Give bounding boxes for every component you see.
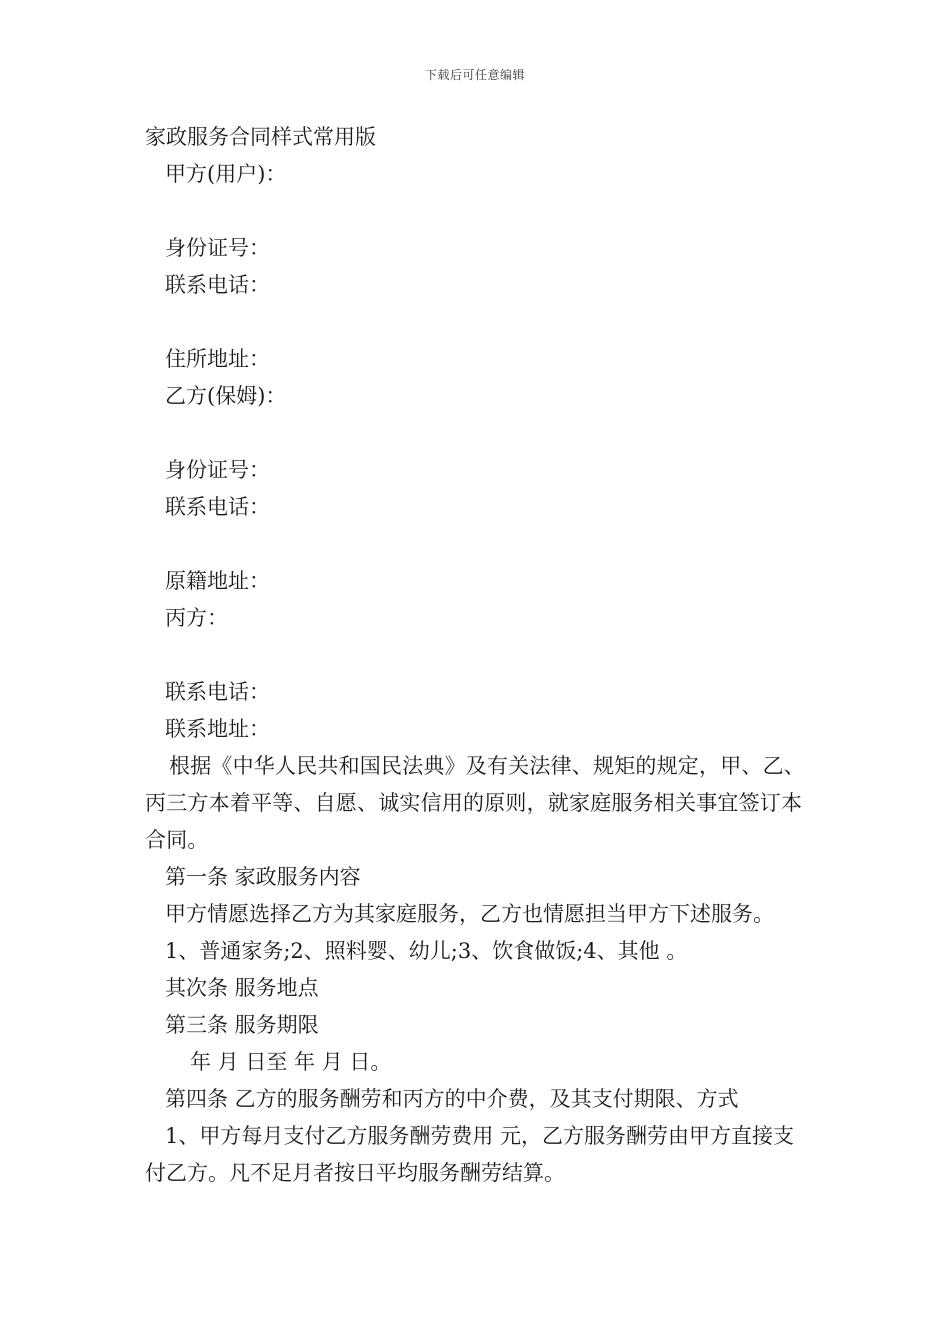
party-b-label: 乙方(保姆)： [165,384,287,408]
blank-line [145,304,810,341]
blank-line [145,526,810,563]
party-a-id-field: 身份证号： [165,236,270,260]
article-1-items: 1、普通家务;2、照料婴、幼儿;3、饮食做饭;4、其他 。 [165,939,688,963]
party-a-label: 甲方(用户)： [165,162,287,186]
party-c-address-field: 联系地址： [165,717,270,741]
document-title: 家政服务合同样式常用版 [145,125,376,149]
article-4-item-1: 1、甲方每月支付乙方服务酬劳费用 元，乙方服务酬劳由甲方直接支付乙方。凡不足月者按日平均服务酬劳结算。 [145,1124,795,1185]
blank-line [145,637,810,674]
preamble-paragraph: 根据《中华人民共和国民法典》及有关法律、规矩的规定，甲、乙、丙三方本着平等、自愿、诚实信用的原则，就家庭服务相关事宜签订本合同。 [145,754,805,852]
party-b-phone-field: 联系电话： [165,495,270,519]
article-4-title: 第四条 乙方的服务酬劳和丙方的中介费，及其支付期限、方式 [165,1087,739,1111]
party-c-label: 丙方： [165,606,228,630]
party-a-address-field: 住所地址： [165,347,270,371]
contract-body [145,119,810,1192]
blank-line [145,193,810,230]
article-3-title: 第三条 服务期限 [165,1013,319,1037]
party-b-address-field: 原籍地址： [165,569,270,593]
article-2-title: 其次条 服务地点 [165,976,319,1000]
article-3-text: 年 月 日至 年 月 日。 [190,1050,392,1074]
article-1-title: 第一条 家政服务内容 [165,865,361,889]
party-a-phone-field: 联系电话： [165,273,270,297]
party-c-phone-field: 联系电话： [165,680,270,704]
blank-line [145,415,810,452]
party-b-id-field: 身份证号： [165,458,270,482]
page-header-note: 下载后可任意编辑 [424,68,525,82]
article-1-text: 甲方情愿选择乙方为其家庭服务，乙方也情愿担当甲方下述服务。 [165,902,774,926]
